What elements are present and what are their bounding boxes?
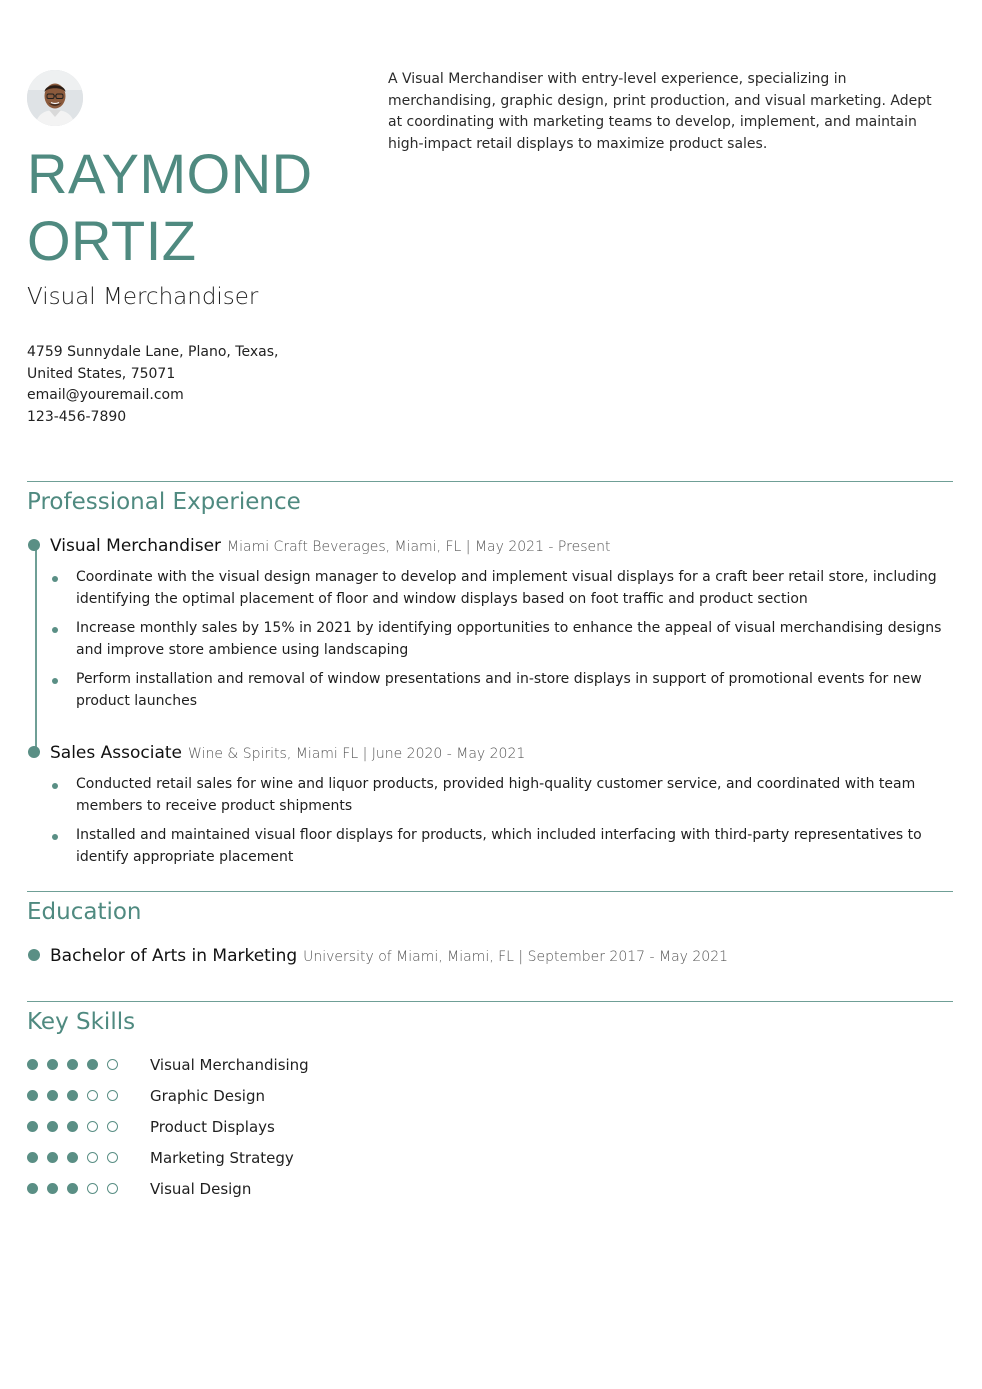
list-item (50, 669, 950, 712)
degree-meta: University of Miami, Miami, FL | September 2017 - May 2021 (303, 949, 729, 965)
avatar (27, 70, 83, 126)
rating-filled-dot-icon (67, 1121, 78, 1132)
rating-filled-dot-icon (27, 1152, 38, 1163)
skill-rating (27, 1121, 150, 1132)
skill-rating (27, 1059, 150, 1070)
bullet-text: Installed and maintained visual floor displays for products, which included interfacing with third-party representatives to identify appropriate placement (76, 827, 922, 865)
rating-filled-dot-icon (47, 1090, 58, 1101)
experience-heading: Professional Experience (27, 489, 301, 515)
job-title-2: Sales Associate (50, 743, 183, 763)
rating-filled-dot-icon (27, 1121, 38, 1132)
skill-name: Graphic Design (150, 1086, 265, 1105)
skill-name: Marketing Strategy (150, 1148, 294, 1167)
skills-heading: Key Skills (27, 1009, 136, 1035)
bullet-text: Conducted retail sales for wine and liquor products, provided high-quality customer service, and coordinated with team members to receive product shipments (76, 776, 916, 814)
skill-row (27, 1111, 427, 1142)
contact-email: email@youremail.com (27, 387, 184, 403)
job-bullets-2 (50, 774, 950, 876)
candidate-name (27, 140, 313, 274)
bullet-icon (52, 678, 58, 684)
contact-phone: 123-456-7890 (27, 408, 127, 425)
skills-list (27, 1049, 427, 1204)
rating-filled-dot-icon (27, 1059, 38, 1070)
timeline-dot (28, 949, 40, 961)
profile-summary: A Visual Merchandiser with entry-level experience, specializing in merchandising, graphic design, print production, and visual marketing. Adept at coordinating with marketing teams to develop, implement, and maintain high-impact retail displays to maximize product sales. (388, 71, 932, 152)
rating-filled-dot-icon (27, 1183, 38, 1194)
section-divider (27, 481, 953, 482)
list-item (50, 618, 950, 661)
bullet-icon (52, 783, 58, 789)
skill-name: Visual Design (150, 1179, 252, 1198)
bullet-text: Coordinate with the visual design manager to develop and implement visual displays for a craft beer retail store, including identifying the optimal placement of floor and window displays based on foot traffic and product section (76, 569, 937, 607)
contact-address: 4759 Sunnydale Lane, Plano, Texas, United States, 75071 (27, 344, 279, 382)
bullet-icon (52, 576, 58, 582)
bullet-text: Perform installation and removal of window presentations and in-store displays in support of promotional events for new product launches (76, 671, 922, 709)
rating-empty-dot-icon (87, 1183, 98, 1194)
rating-empty-dot-icon (87, 1152, 98, 1163)
skill-name: Product Displays (150, 1117, 275, 1136)
education-entry (28, 945, 728, 968)
job-meta-1: Miami Craft Beverages, Miami, FL | May 2021 - Present (227, 539, 611, 555)
rating-empty-dot-icon (87, 1121, 98, 1132)
rating-filled-dot-icon (47, 1121, 58, 1132)
rating-filled-dot-icon (47, 1183, 58, 1194)
job-title: Visual Merchandiser (27, 284, 259, 310)
timeline-line (35, 547, 37, 752)
list-item (50, 567, 950, 610)
bullet-text: Increase monthly sales by 15% in 2021 by identifying opportunities to enhance the appeal of visual merchandising designs and improve store ambience using landscaping (76, 620, 942, 658)
section-divider (27, 891, 953, 892)
skill-row (27, 1173, 427, 1204)
degree-title: Bachelor of Arts in Marketing (50, 946, 298, 966)
skill-name: Visual Merchandising (150, 1055, 309, 1074)
timeline-dot (28, 746, 40, 758)
rating-filled-dot-icon (47, 1152, 58, 1163)
rating-filled-dot-icon (67, 1152, 78, 1163)
rating-filled-dot-icon (87, 1059, 98, 1070)
rating-empty-dot-icon (107, 1090, 118, 1101)
rating-empty-dot-icon (107, 1121, 118, 1132)
section-divider (27, 1001, 953, 1002)
job-title-1: Visual Merchandiser (50, 536, 222, 556)
rating-empty-dot-icon (107, 1152, 118, 1163)
name-last: ORTIZ (27, 209, 197, 272)
rating-empty-dot-icon (107, 1059, 118, 1070)
rating-filled-dot-icon (67, 1059, 78, 1070)
rating-filled-dot-icon (27, 1090, 38, 1101)
skill-rating (27, 1152, 150, 1163)
timeline-dot (28, 539, 40, 551)
job-entry-header (28, 535, 610, 558)
job-meta-2: Wine & Spirits, Miami FL | June 2020 - May 2021 (188, 746, 526, 762)
skill-row (27, 1142, 427, 1173)
rating-empty-dot-icon (87, 1090, 98, 1101)
education-heading: Education (27, 899, 142, 925)
job-entry-header (28, 742, 525, 765)
skill-rating (27, 1183, 150, 1194)
list-item (50, 774, 950, 817)
person-photo-icon (27, 70, 83, 126)
skill-row (27, 1080, 427, 1111)
bullet-icon (52, 834, 58, 840)
bullet-icon (52, 627, 58, 633)
contact-info (27, 342, 327, 428)
name-first: RAYMOND (27, 142, 313, 205)
list-item (50, 825, 950, 868)
rating-filled-dot-icon (47, 1059, 58, 1070)
rating-filled-dot-icon (67, 1183, 78, 1194)
skill-rating (27, 1090, 150, 1101)
skill-row (27, 1049, 427, 1080)
rating-filled-dot-icon (67, 1090, 78, 1101)
job-bullets-1 (50, 567, 950, 720)
rating-empty-dot-icon (107, 1183, 118, 1194)
